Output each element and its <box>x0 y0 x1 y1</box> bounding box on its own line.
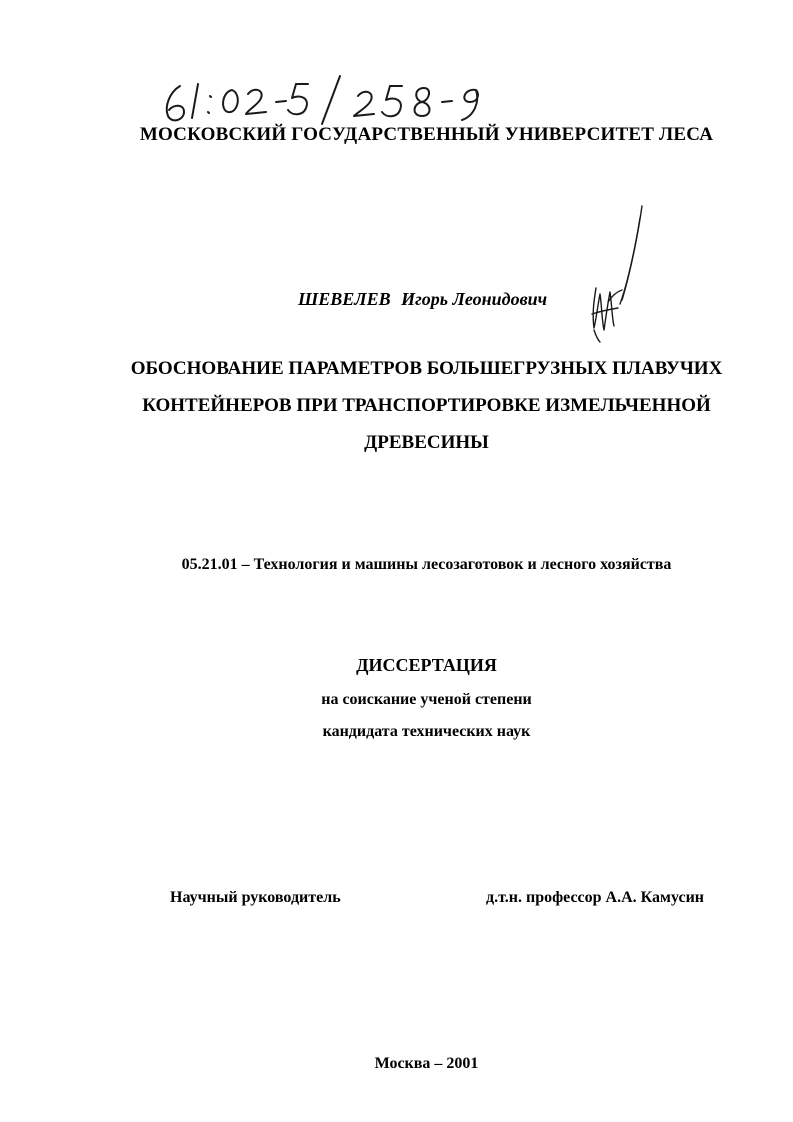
document-type: ДИССЕРТАЦИЯ <box>356 655 497 675</box>
city-and-year: Москва – 2001 <box>374 1055 479 1072</box>
specialty-code: 05.21.01 – Технология и машины лесозаготовок и лесного хозяйства <box>181 556 672 573</box>
author-surname: ШЕВЕЛЕВ <box>298 289 391 309</box>
title-line-2: КОНТЕЙНЕРОВ ПРИ ТРАНСПОРТИРОВКЕ ИЗМЕЛЬЧЕННОЙ <box>142 395 711 416</box>
title-line-1: ОБОСНОВАНИЕ ПАРАМЕТРОВ БОЛЬШЕГРУЗНЫХ ПЛАВУЧИХ <box>130 358 723 379</box>
title-line-3: ДРЕВЕСИНЫ <box>364 432 489 453</box>
advisor-label: Научный руководитель <box>170 889 341 906</box>
dissertation-title <box>90 350 763 461</box>
handwritten-archive-code <box>158 74 508 126</box>
degree-purpose: на соискание ученой степени <box>321 691 532 708</box>
author-signature <box>582 204 652 344</box>
university-name: МОСКОВСКИЙ ГОСУДАРСТВЕННЫЙ УНИВЕРСИТЕТ ЛЕСА <box>139 124 714 145</box>
author-name <box>298 289 547 310</box>
degree-name: кандидата технических наук <box>322 723 531 740</box>
author-given-names: Игорь Леонидович <box>401 289 548 309</box>
advisor-name: д.т.н. профессор А.А. Камусин <box>486 889 704 906</box>
